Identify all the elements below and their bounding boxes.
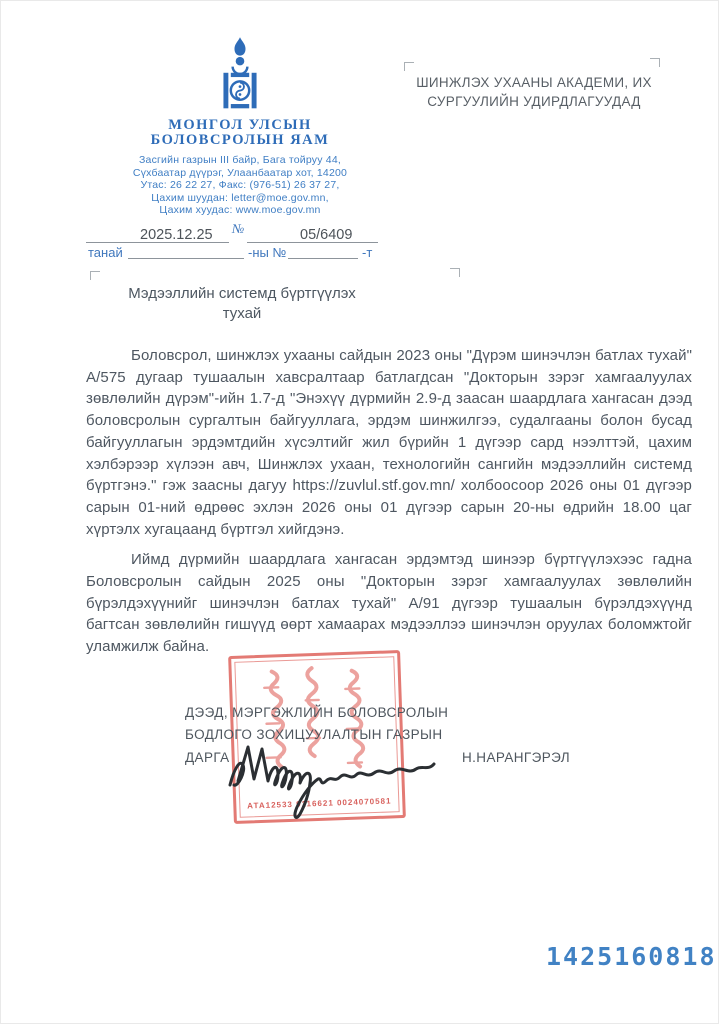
subject-line1: Мэдээллийн системд бүртгүүлэх xyxy=(128,285,356,302)
letter-body xyxy=(86,345,692,667)
letter-number: 05/6409 xyxy=(300,227,353,243)
signer-name: Н.НАРАНГЭРЭЛ xyxy=(462,750,571,765)
subject-corner-mark xyxy=(450,268,460,277)
your-number-blank xyxy=(128,242,244,259)
number-sign: № xyxy=(232,221,245,236)
subject-line2: тухай xyxy=(222,305,262,322)
stamp-serial-number: АТА12533 9116621 0024070581 xyxy=(246,796,392,811)
letter-date: 2025.12.25 xyxy=(140,227,213,243)
signer-dept-line1: ДЭЭД, МЭРГЭЖЛИЙН БОЛОВСРОЛЫН xyxy=(185,705,449,720)
reply-number-blank xyxy=(288,242,358,259)
soyombo-emblem-icon xyxy=(214,36,266,112)
address-line: Засгийн газрын III байр, Бага тойруу 44, xyxy=(139,154,341,166)
signer-position: ДАРГА xyxy=(185,750,230,765)
handwritten-signature xyxy=(222,733,457,819)
letterhead xyxy=(95,36,385,217)
address-line: Цахим хуудас: www.moe.gov.mn xyxy=(159,204,321,216)
body-paragraph-1: Боловсрол, шинжлэх ухааны сайдын 2023 оны "Дүрэм шинэчлэн батлах тухай" А/575 дугаар тушаалын хавсралтаар батлагдсан "Докторын зэрэг хамгаалуулах зөвлөлийн дүрэм"-ийн 1.7-д "Энэхүү дүрмийн 2.9-д заасан шаардлага хангасан дээд боловсролын сургалтын байгууллага, эрдэм шинжилгээ, судалгааны болон бусад байгууллагын эрдэмтдийн хүсэлтийг жил бүрийн 1 дүгээр сард нээлттэй, цахим хэлбэрээр хүлээн авч, Шинжлэх ухаан, технологийн сангийн мэдээллийн системд бүртгэнэ." гэж заасны дагуу https://zuvlul.stf.gov.mn/ холбоосоор 2026 оны 01 дүгээр сарын 01-ний өдрөөс эхлэн 2026 оны 01 дүгээр сарын 20-ны өдрийн 18.00 цаг хүртэлх хугацаанд бүртгэл хийгдэнэ. xyxy=(86,347,692,538)
your-label: танай xyxy=(88,245,123,260)
subject-corner-mark xyxy=(90,271,100,280)
recipient-corner-mark xyxy=(404,62,414,71)
address-line: Утас: 26 22 27, Факс: (976-51) 26 37 27, xyxy=(140,179,340,191)
org-name xyxy=(95,118,385,148)
address-line: Цахим шуудан: letter@moe.gov.mn, xyxy=(151,191,329,204)
body-paragraph-2: Иймд дүрмийн шаардлага хангасан эрдэмтэд шинээр бүртгүүлэхээс гадна Боловсролын сайдын 2025 оны "Докторын зэрэг хамгаалуулах зөвлөлийн бүрэлдэхүүнийг шинэчлэн батлах тухай" А/91 дүгээр тушаалын бүрэлдэхүүнд багтсан зөвлөлийн гишүүд өөрт хамаарах мэдээллээ шинэчлэн оруулах боломжтойг уламжилж байна. xyxy=(86,551,692,656)
recipient-block xyxy=(398,73,670,111)
t-suffix: -т xyxy=(362,245,373,260)
recipient-line2: СУРГУУЛИЙН УДИРДЛАГУУДАД xyxy=(427,94,641,109)
recipient-corner-mark xyxy=(650,58,660,67)
registration-number-stamp: 1425160818 xyxy=(546,942,717,971)
org-name-line2: БОЛОВСРОЛЫН ЯАМ xyxy=(150,132,330,148)
recipient-line1: ШИНЖЛЭХ УХААНЫ АКАДЕМИ, ИХ xyxy=(416,75,652,90)
subject-block xyxy=(117,284,367,324)
org-name-line1: МОНГОЛ УЛСЫН xyxy=(168,117,312,133)
signer-dept-line2: БОДЛОГО ЗОХИЦУУЛАЛТЫН ГАЗРЫН xyxy=(185,727,443,742)
address-line: Сүхбаатар дүүрэг, Улаанбаатар хот, 14200 xyxy=(132,166,348,179)
ny-no-label: -ны № xyxy=(248,245,287,260)
org-address xyxy=(95,154,385,217)
